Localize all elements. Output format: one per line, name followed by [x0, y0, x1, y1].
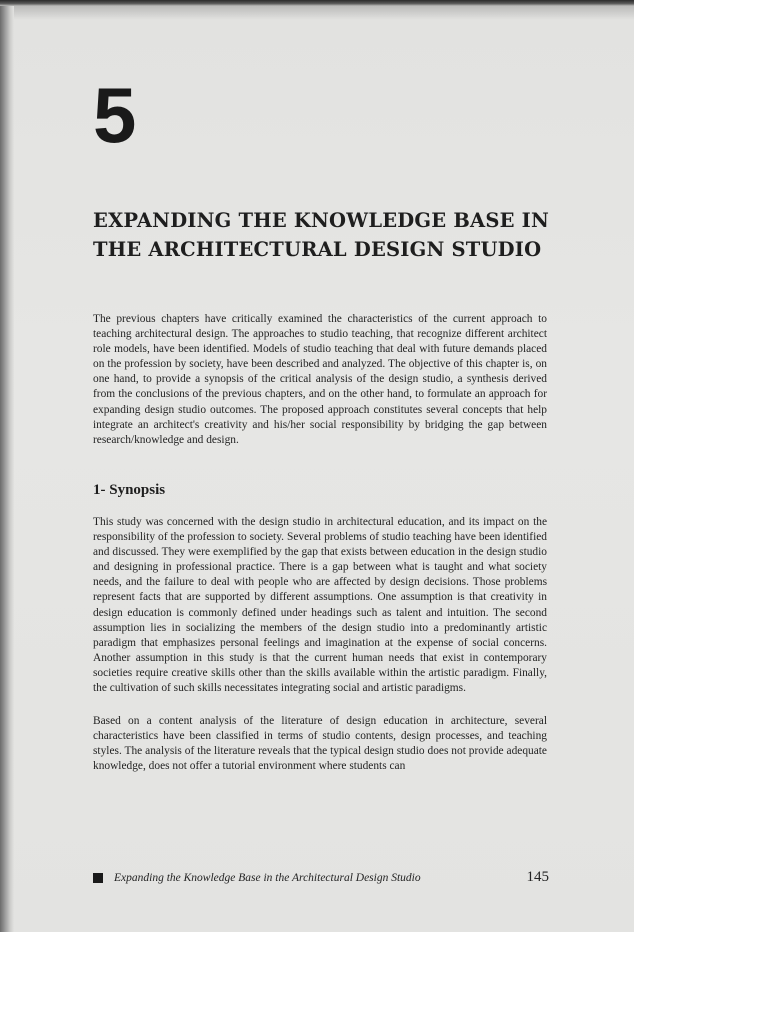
square-bullet-icon: [93, 873, 103, 883]
page-footer: [93, 870, 549, 890]
synopsis-paragraph-1: This study was concerned with the design studio in architectural education, and its impact on the responsibility of the profession to society. Several problems of studio teaching have been identified and discussed. They were exemplified by the gap that exists between education in the design studio and designing in professional practice. There is a gap between what is taught and what society needs, and the failure to deal with people who are affected by design decisions. Those problems represent facts that are supported by different assumptions. One assumption is that creativity in design education is commonly defined under headings such as talent and intuition. The second assumption lies in socializing the members of the design studio into a predominantly artistic paradigm that emphasizes personal feelings and imagination at the expense of social concerns. Another assumption in this study is that the current human needs that exist in contemporary societies require creative skills other than the skills available within the artistic paradigm. Finally, the cultivation of such skills necessitates integrating social and artistic paradigms.: [93, 516, 547, 695]
intro-paragraph: The previous chapters have critically examined the characteristics of the current approach to teaching architectural design. The approaches to studio teaching, that recognize different architect role models, have been identified. Models of studio teaching that deal with future demands placed on the profession by society, have been described and analyzed. The objective of this chapter is, on one hand, to provide a synopsis of the critical analysis of the design studio, a synthesis derived from the conclusions of the previous chapters, and on the other hand, to formulate an approach for expanding design studio outcomes. The proposed approach constitutes several concepts that help integrate an architect's creativity and his/her social responsibility by bridging the gap between research/knowledge and design.: [93, 313, 547, 446]
page-top-shadow: [14, 6, 634, 20]
synopsis-paragraph-2: Based on a content analysis of the literature of design education in architecture, several characteristics have been classified in terms of studio contents, design processes, and teaching styles. The analysis of the literature reveals that the typical design studio does not provide adequate knowledge, does not offer a tutorial environment where students can: [93, 715, 547, 773]
chapter-title: EXPANDING THE KNOWLEDGE BASE IN THE ARCHITECTURAL DESIGN STUDIO: [93, 209, 550, 261]
section-heading: 1- Synopsis: [93, 482, 166, 498]
page-number: 145: [526, 869, 549, 885]
chapter-number: 5: [93, 71, 137, 159]
page-binding-edge: [0, 0, 14, 932]
running-title: Expanding the Knowledge Base in the Architectural Design Studio: [114, 872, 421, 884]
